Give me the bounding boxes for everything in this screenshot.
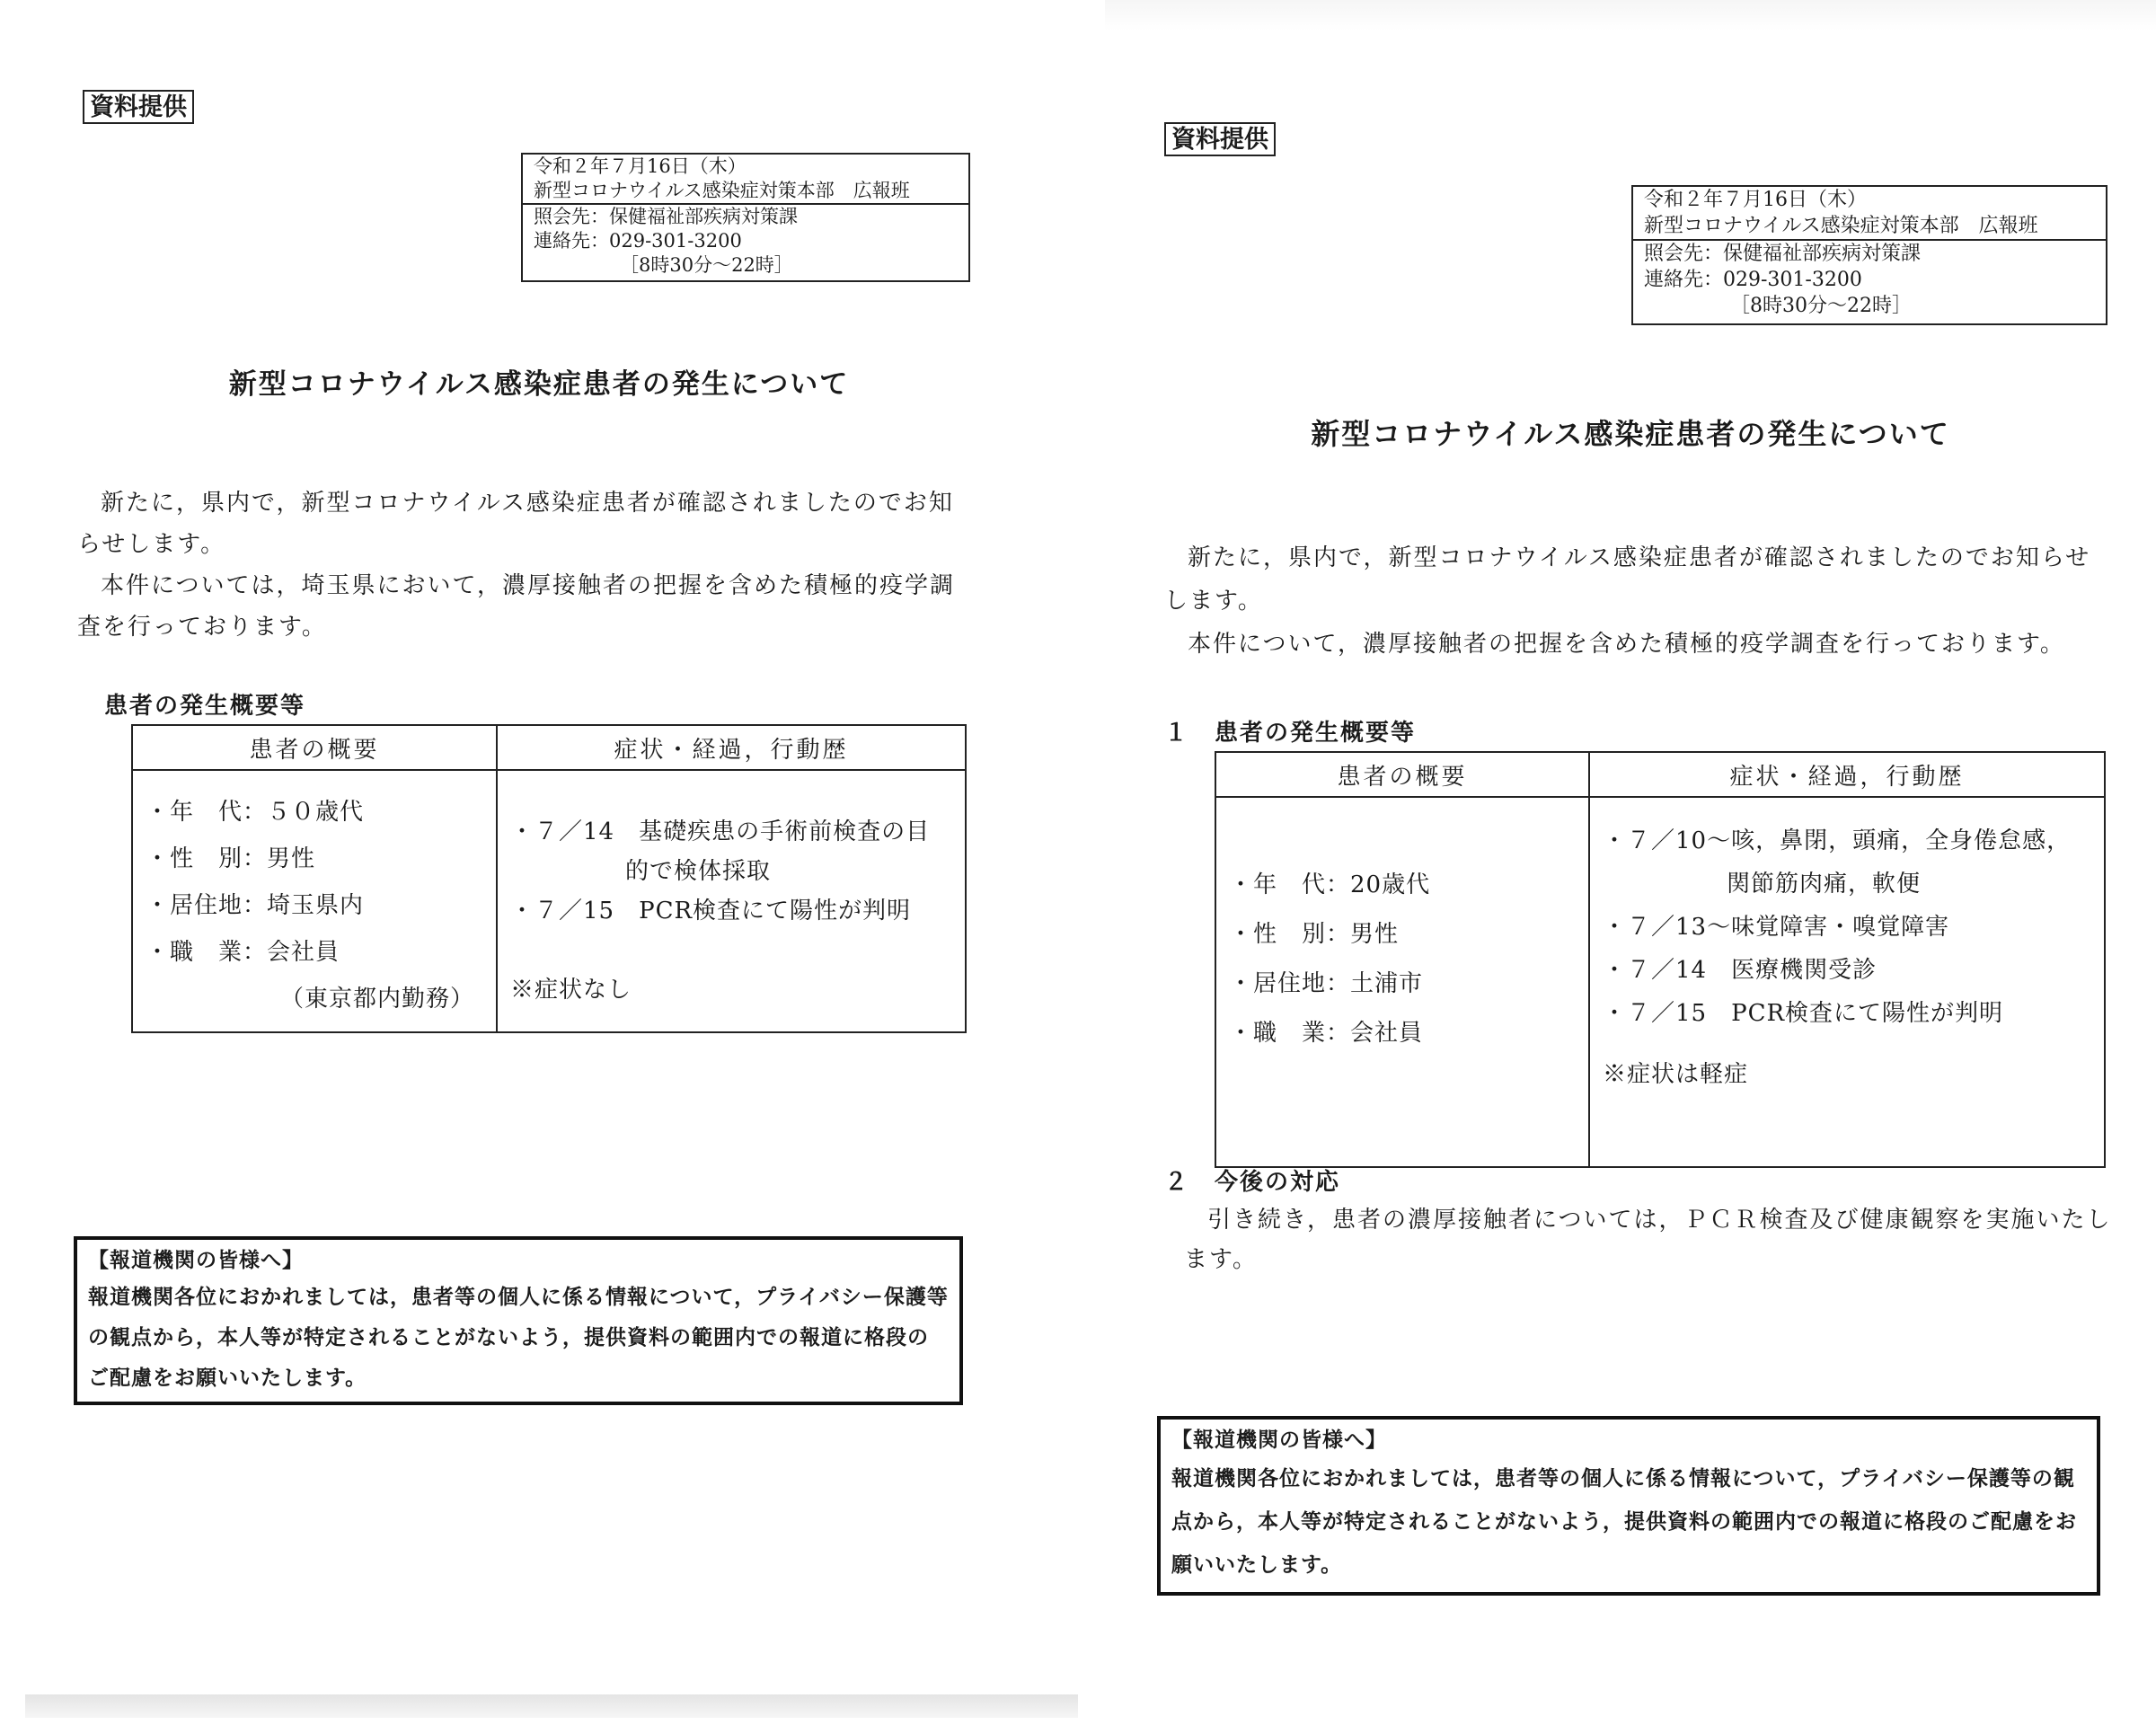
contact-phone: 連絡先：029-301-3200: [1644, 269, 1862, 291]
profile-residence: ・居住地：土浦市: [1229, 970, 1424, 997]
table-row: [132, 770, 966, 1032]
press-notice-body: 報道機関各位におかれましては，患者等の個人に係る情報について，プライバシー保護等の観点から，本人等が特定されることがないよう，提供資料の範囲内での報道に格段のご配慮をお願いいたします。: [1171, 1467, 2077, 1577]
section-heading: 患者の発生概要等: [104, 693, 306, 720]
contact-hours: ［8時30分～22時］: [1730, 295, 1912, 317]
contact-hours: ［8時30分～22時］: [620, 254, 793, 276]
event-line: ・７／13～味覚障害・嗅覚障害: [1603, 914, 1950, 941]
event-line: ・７／10～咳，鼻閉，頭痛，全身倦怠感，: [1603, 827, 2072, 854]
profile-work-location: （東京都内勤務）: [280, 986, 475, 1013]
section-heading: １ 患者の発生概要等: [1164, 720, 1417, 747]
contact-info-box: [1631, 185, 2107, 325]
intro-paragraph: 本件について，濃厚接触者の把握を含めた積極的疫学調査を行っております。: [1188, 631, 2065, 658]
contact-info-box: [521, 153, 970, 282]
event-line: 的で検体採取: [625, 858, 772, 885]
table-header-row: [1215, 752, 2105, 797]
symptom-note: ※症状なし: [510, 977, 632, 1004]
profile-age: ・年 代：20歳代: [1229, 871, 1431, 898]
profile-occupation: ・職 業：会社員: [146, 939, 340, 966]
event-line: ・７／14 基礎疾患の手術前検査の目: [510, 818, 931, 845]
event-line: ・７／15 PCR検査にて陽性が判明: [510, 898, 912, 924]
profile-residence: ・居住地：埼玉県内: [146, 892, 365, 919]
release-date: 令和２年７月16日（木）: [1644, 189, 1867, 211]
document-title: 新型コロナウイルス感染症患者の発生について: [1311, 417, 1950, 451]
patient-summary-table: [1215, 751, 2106, 1168]
press-notice-title: 【報道機関の皆様へ】: [1171, 1429, 1387, 1452]
intro-text: [1164, 536, 2113, 666]
patient-summary-table: [131, 724, 967, 1033]
followup-text: [1184, 1200, 2113, 1279]
profile-occupation: ・職 業：会社員: [1229, 1020, 1424, 1047]
release-date: 令和２年７月16日（木）: [534, 155, 747, 177]
table-header-row: [132, 725, 966, 770]
symptoms-history-cell: [497, 770, 966, 1032]
material-provided-tag: 資料提供: [83, 90, 194, 124]
document-title: 新型コロナウイルス感染症患者の発生について: [228, 368, 850, 401]
press-notice-body: 報道機関各位におかれましては，患者等の個人に係る情報について，プライバシー保護等の観点から，本人等が特定されることがないよう，提供資料の範囲内での報道に格段のご配慮をお願いいたします。: [88, 1286, 949, 1390]
issuing-office: 新型コロナウイルス感染症対策本部 広報班: [1644, 215, 2038, 237]
press-notice-box: [1157, 1416, 2100, 1596]
table-header: 症状・経過，行動歴: [1589, 752, 2105, 797]
press-notice-box: [74, 1236, 963, 1405]
event-line: ・７／14 医療機関受診: [1603, 957, 1878, 984]
intro-paragraph: 本件については，埼玉県において，濃厚接触者の把握を含めた積極的疫学調査を行っております。: [77, 572, 955, 641]
table-row: [1215, 797, 2105, 1167]
profile-sex: ・性 別：男性: [146, 845, 316, 872]
press-notice-title: 【報道機関の皆様へ】: [88, 1249, 304, 1272]
contact-phone: 連絡先：029-301-3200: [534, 230, 742, 252]
material-provided-tag: 資料提供: [1164, 122, 1276, 156]
intro-paragraph: 新たに，県内で，新型コロナウイルス感染症患者が確認されましたのでお知らせします。: [1164, 544, 2091, 615]
table-header: 患者の概要: [1215, 752, 1589, 797]
right-document-page: [1078, 0, 2156, 1725]
table-header: 症状・経過，行動歴: [497, 725, 966, 770]
event-line: 関節筋肉痛，軟便: [1727, 871, 1922, 898]
symptoms-history-cell: [1589, 797, 2105, 1167]
page-edge-shadow: [1105, 0, 2156, 31]
page-edge-shadow: [25, 1694, 1078, 1718]
patient-profile-cell: [132, 770, 497, 1032]
issuing-office: 新型コロナウイルス感染症対策本部 広報班: [534, 180, 910, 201]
section-heading: ２ 今後の対応: [1164, 1169, 1341, 1196]
inquiry-department: 照会先：保健福祉部疾病対策課: [1644, 243, 1922, 265]
event-line: ・７／15 PCR検査にて陽性が判明: [1603, 1000, 2004, 1027]
intro-text: [77, 482, 972, 648]
symptom-note: ※症状は軽症: [1603, 1061, 1749, 1088]
profile-sex: ・性 別：男性: [1229, 921, 1400, 948]
patient-profile-cell: [1215, 797, 1589, 1167]
intro-paragraph: 新たに，県内で，新型コロナウイルス感染症患者が確認されましたのでお知らせします。: [77, 490, 954, 558]
followup-paragraph: 引き続き，患者の濃厚接触者については，ＰＣＲ検査及び健康観察を実施いたします。: [1184, 1207, 2112, 1273]
table-header: 患者の概要: [132, 725, 497, 770]
inquiry-department: 照会先：保健福祉部疾病対策課: [534, 206, 798, 227]
profile-age: ・年 代：５０歳代: [146, 799, 365, 826]
